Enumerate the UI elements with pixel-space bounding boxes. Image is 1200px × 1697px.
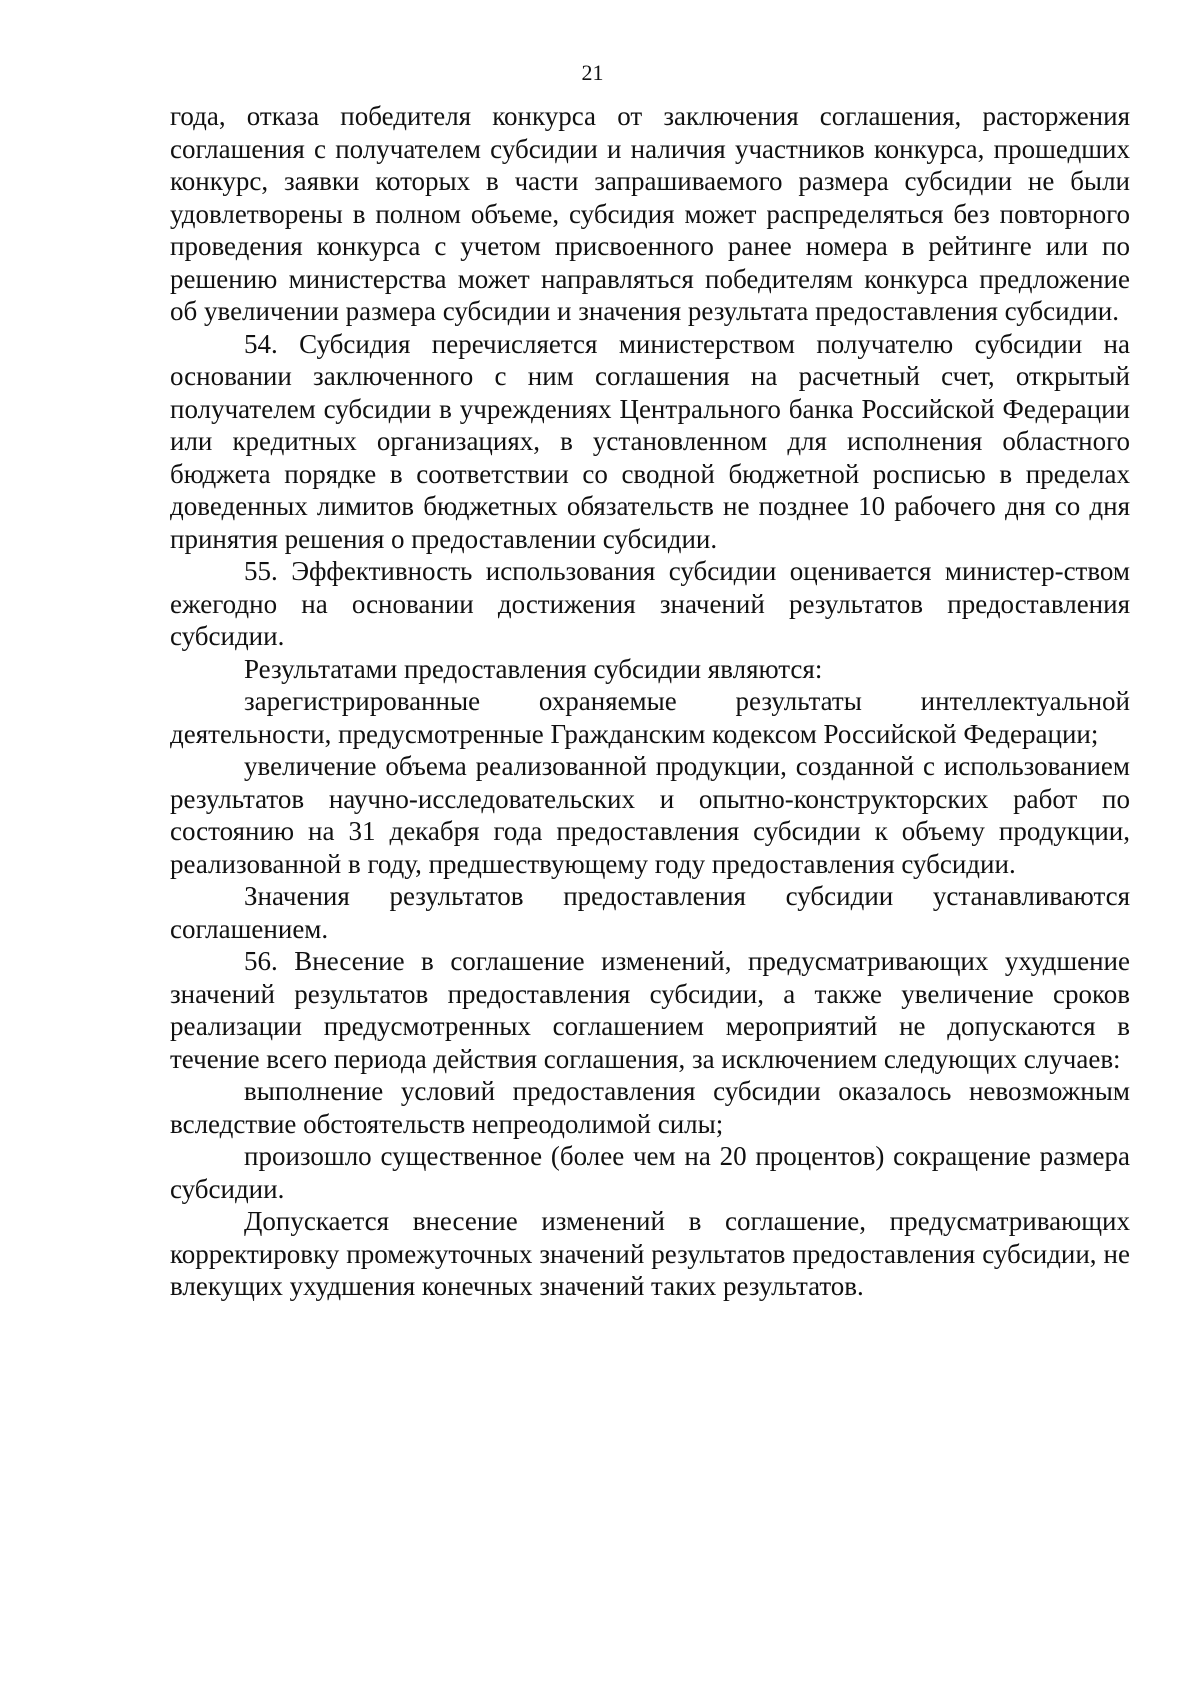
paragraph-result-values: Значения результатов предоставления субсидии устанавливаются соглашением. <box>170 881 1130 944</box>
paragraph-56: 56. Внесение в соглашение изменений, предусматривающих ухудшение значений результатов предоставления субсидии, а также увеличение сроков реализации предусмотренных соглашением мероприятий не допускаются в течение всего периода действия соглашения, за исключением следующих случаев: <box>170 946 1130 1074</box>
paragraph-55: 55. Эффективность использования субсидии оценивается министер-ством ежегодно на основании достижения значений результатов предоставления субсидии. <box>170 556 1130 651</box>
paragraph-continuation: года, отказа победителя конкурса от заключения соглашения, расторжения соглашения с получателем субсидии и наличия участников конкурса, прошедших конкурс, заявки которых в части запрашиваемого размера субсидии не были удовлетворены в полном объеме, субсидия может распределяться без повторного проведения конкурса с учетом присвоенного ранее номера в рейтинге или по решению министерства может направляться победителям конкурса предложение об увеличении размера субсидии и значения результата предоставления субсидии. <box>170 101 1130 326</box>
page-number: 21 <box>581 60 604 85</box>
paragraph-case-force-majeure: выполнение условий предоставления субсидии оказалось невозможным вследствие обстоятельств непреодолимой силы; <box>170 1076 1130 1139</box>
paragraph-results-intro: Результатами предоставления субсидии являются: <box>244 653 823 684</box>
document-body <box>170 100 1130 1303</box>
paragraph-adjustment: Допускается внесение изменений в соглашение, предусматривающих корректировку промежуточных значений результатов предоставления субсидии, не влекущих ухудшения конечных значений таких результатов. <box>170 1206 1130 1301</box>
paragraph-case-reduction: произошло существенное (более чем на 20 процентов) сокращение размера субсидии. <box>170 1141 1130 1204</box>
paragraph-54: 54. Субсидия перечисляется министерством получателю субсидии на основании заключенного с ним соглашения на расчетный счет, открытый получателем субсидии в учреждениях Центрального банка Российской Федерации или кредитных организациях, в установленном для исполнения областного бюджета порядке в соответствии со сводной бюджетной росписью в пределах доведенных лимитов бюджетных обязательств не позднее 10 рабочего дня со дня принятия решения о предоставлении субсидии. <box>170 328 1130 554</box>
paragraph-result-sales: увеличение объема реализованной продукции, созданной с использованием результатов научно-исследовательских и опытно-конструкторских работ по состоянию на 31 декабря года предоставления субсидии к объему продукции, реализованной в году, предшествующему году предоставления субсидии. <box>170 751 1130 879</box>
paragraph-result-ip: зарегистрированные охраняемые результаты интеллектуальной деятельности, предусмотренные Гражданским кодексом Российской Федерации; <box>170 686 1130 749</box>
